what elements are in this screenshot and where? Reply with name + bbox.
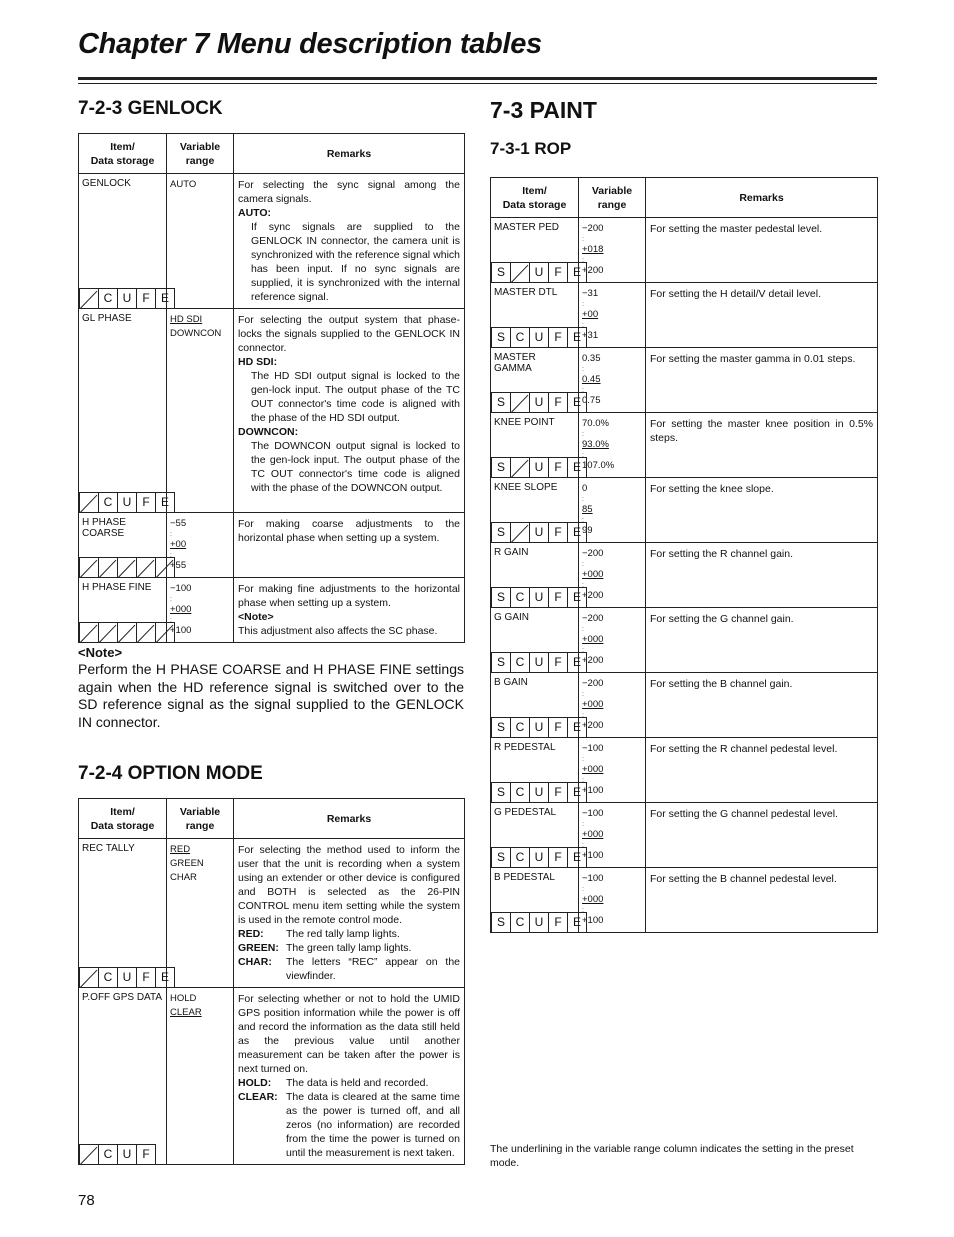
remarks: For setting the master knee position in 0.5% steps. <box>650 418 873 444</box>
storage-flags: C U F E <box>79 288 175 308</box>
variable-range: AUTO <box>170 179 197 190</box>
variable-range: −200 : +018 : +200 <box>582 223 604 276</box>
table-row <box>491 738 878 803</box>
remarks: For making coarse adjustments to the horizontal phase when setting up a system. <box>238 518 460 544</box>
item-name: KNEE POINT <box>494 417 555 428</box>
option-mode-heading: 7-2-4 OPTION MODE <box>78 763 263 784</box>
variable-range: HD SDI DOWNCON <box>170 314 222 339</box>
title-rule-thin <box>78 83 877 84</box>
remarks: For setting the master pedestal level. <box>650 223 823 235</box>
table-row <box>79 578 465 643</box>
table-row <box>491 413 878 478</box>
storage-flags: C U F E <box>79 492 175 512</box>
remarks: For selecting the sync signal among the camera signals. AUTO: If sync signals are supplied to the GENLOCK IN connector, the camera unit is synchronized with the reference signal which has been input. If no sync signals are supplied, it is synchronized with the internal reference signal. <box>238 179 460 303</box>
item-name: GL PHASE <box>82 313 132 324</box>
variable-range: −200 : +000 : +200 <box>582 613 604 666</box>
remarks: For setting the R channel pedestal level. <box>650 743 838 755</box>
remarks: For setting the R channel gain. <box>650 548 794 560</box>
col-header-range: Variable range <box>579 178 646 218</box>
col-header-item: Item/ Data storage <box>79 134 167 174</box>
storage-flags: C U F E <box>79 967 175 987</box>
table-row <box>79 988 465 1165</box>
table-row <box>491 348 878 413</box>
storage-flags: S U F E <box>491 392 587 412</box>
chapter-title: Chapter 7 Menu description tables <box>78 28 542 60</box>
table-row <box>79 309 465 513</box>
table-row <box>491 673 878 738</box>
storage-flags: S U F E <box>491 457 587 477</box>
variable-range: 0 : 85 : 99 <box>582 483 593 536</box>
paint-heading: 7-3 PAINT <box>490 97 597 123</box>
footnote: The underlining in the variable range column indicates the setting in the preset mode. <box>490 1143 854 1169</box>
remarks: For setting the H detail/V detail level. <box>650 288 822 300</box>
storage-flags: S U F E <box>491 522 587 542</box>
variable-range: 70.0% : 93.0% : 107.0% <box>582 418 615 471</box>
col-header-item: Item/ Data storage <box>491 178 579 218</box>
item-name: KNEE SLOPE <box>494 482 558 493</box>
item-name: R GAIN <box>494 547 529 558</box>
item-name: MASTER PED <box>494 222 560 233</box>
table-row <box>491 803 878 868</box>
variable-range: 0.35 : 0.45 : 0.75 <box>582 353 601 406</box>
genlock-table <box>78 133 465 643</box>
col-header-range: Variable range <box>167 799 234 839</box>
item-name: G GAIN <box>494 612 530 623</box>
item-name: MASTER DTL <box>494 287 558 298</box>
storage-flags: S C U F E <box>491 717 587 737</box>
variable-range: −100 : +000 : +100 <box>582 873 604 926</box>
remarks: For setting the B channel pedestal level. <box>650 873 837 885</box>
item-name: B GAIN <box>494 677 528 688</box>
table-row <box>491 608 878 673</box>
variable-range: −100 : +000 : +100 <box>170 583 192 636</box>
remarks: For setting the G channel gain. <box>650 613 794 625</box>
item-name: H PHASE COARSE <box>82 517 126 539</box>
rop-heading: 7-3-1 ROP <box>490 139 572 158</box>
variable-range: −200 : +000 : +200 <box>582 548 604 601</box>
col-header-remarks: Remarks <box>646 178 878 218</box>
storage-flags: S C U F E <box>491 327 587 347</box>
storage-flags: S C U F E <box>491 652 587 672</box>
storage-flags <box>79 622 175 642</box>
storage-flags: S C U F E <box>491 847 587 867</box>
item-name: GENLOCK <box>82 178 131 189</box>
storage-flags: S U F E <box>491 262 587 282</box>
variable-range: −31 : +00 : +31 <box>582 288 599 341</box>
note-title: <Note> <box>78 645 123 660</box>
item-name: R PEDESTAL <box>494 742 556 753</box>
variable-range: HOLD CLEAR <box>170 993 202 1018</box>
table-row <box>79 174 465 309</box>
table-row <box>79 839 465 988</box>
remarks: For setting the master gamma in 0.01 steps. <box>650 353 856 365</box>
variable-range: −200 : +000 : +200 <box>582 678 604 731</box>
item-name: REC TALLY <box>82 843 135 854</box>
storage-flags: C U F <box>79 1144 156 1164</box>
item-name: B PEDESTAL <box>494 872 555 883</box>
item-name: P.OFF GPS DATA <box>82 992 163 1003</box>
variable-range: −100 : +000 : +100 <box>582 808 604 861</box>
note-body: Perform the H PHASE COARSE and H PHASE FINE settings again when the HD reference signal is switched over to the SD reference signal as the signal supplied to the GENLOCK IN connector. <box>78 661 464 730</box>
table-row <box>79 513 465 578</box>
variable-range: −55 : +00 : +55 <box>170 518 187 571</box>
table-row <box>491 283 878 348</box>
remarks: For setting the G channel pedestal level. <box>650 808 838 820</box>
storage-flags <box>79 557 175 577</box>
table-row <box>491 478 878 543</box>
storage-flags: S C U F E <box>491 782 587 802</box>
remarks: For making fine adjustments to the horizontal phase when setting up a system. <Note> This adjustment also affects the SC phase. <box>238 583 460 637</box>
page-number: 78 <box>78 1192 95 1209</box>
variable-range: −100 : +000 : +100 <box>582 743 604 796</box>
remarks: For selecting whether or not to hold the UMID GPS position information while the power is off and record the information as the data still held as the previous value until another measurement can be taken after the power is next turned on. HOLD: The data is held and recorded. CLEAR: The data is cleared at the same time as the power is turned off, and all zeros (no information) are recorded from the time the power is turned on until the measurement is next taken. <box>238 993 460 1159</box>
remarks: For setting the knee slope. <box>650 483 774 495</box>
col-header-remarks: Remarks <box>234 134 465 174</box>
table-row <box>491 218 878 283</box>
remarks: For setting the B channel gain. <box>650 678 793 690</box>
title-rule-thick <box>78 77 877 80</box>
col-header-remarks: Remarks <box>234 799 465 839</box>
genlock-heading: 7-2-3 GENLOCK <box>78 98 223 119</box>
col-header-range: Variable range <box>167 134 234 174</box>
remarks: For selecting the method used to inform the user that the unit is recording when a system using an extender or other device is configured and BOTH is selected as the 26-PIN CONTROL menu item setting while the system is used in the remote control mode. RED: The red tally lamp lights. GREEN: The green tally lamp lights. CHAR: The letters “REC” appear on the viewfinder. <box>238 844 460 982</box>
storage-flags: S C U F E <box>491 587 587 607</box>
table-row <box>491 868 878 933</box>
variable-range: RED GREEN CHAR <box>170 844 204 883</box>
item-name: H PHASE FINE <box>82 582 152 593</box>
item-name: G PEDESTAL <box>494 807 557 818</box>
storage-flags: S C U F E <box>491 912 587 932</box>
remarks: For selecting the output system that phase-locks the signals supplied to the GENLOCK IN connector. HD SDI: The HD SDI output signal is locked to the gen-lock input. The output phase of the TC OUT connector's time code is aligned with the phase of the HD SDI output. DOWNCON: The DOWNCON output signal is locked to the gen-lock input. The output phase of the TC OUT connector's time code is aligned with the phase of the DOWNCON output. <box>238 314 460 494</box>
item-name: MASTER GAMMA <box>494 352 536 374</box>
paint-table <box>490 177 878 933</box>
col-header-item: Item/ Data storage <box>79 799 167 839</box>
option-mode-table <box>78 798 465 1165</box>
table-row <box>491 543 878 608</box>
